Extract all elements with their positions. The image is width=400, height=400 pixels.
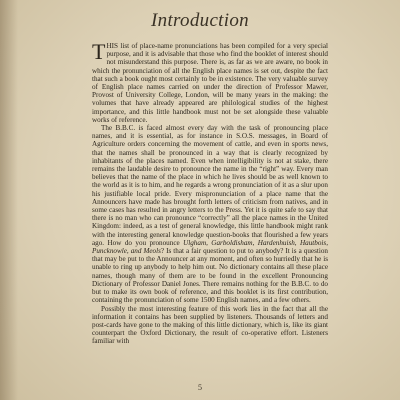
paragraph-1 [92, 39, 328, 124]
place-name-examples: Ulgham, Garboldisham, Hardenhuish, Hautbois, Puncknowle, and Meols [92, 238, 328, 256]
paragraph-2-text-b: ? Is that a fair question to put to anybody? It is a question that may be put to the Announcer at any moment, and often so hurriedly that he is unable to ring up anybody to help him out. No dictionary contains all these place names, though many of them are to be found in the excellent Pronouncing Dictionary of Professor Daniel Jones. There remains nothing for the B.B.C. to do but to make its own book of reference, and this booklet is its first contribution, containing the pronunciation of some 1500 English names, and a few others. [92, 247, 328, 305]
paragraph-2-text-a: The B.B.C. is faced almost every day with the task of pronouncing place names, and it is essential, as for instance in S.O.S. messages, in Board of Agriculture orders concerning the movement of cattle, and even in sports news, that the names shall be pronounced in a way that is clearly recognized by inhabitants of the places named. Even when intelligibility is not at stake, there remains the laudable desire to pronounce the name in the “right” way. Every man believes that the name of the place in which he lives should be as well known to the world as it is to him, and he regards a wrong pronunciation of it as a slur upon his justifiable local pride. Every mispronunciation of a place name that the Announcers have made has brought forth letters of criticism from natives, and in some cases has resulted in angry letters to the Press. Yet it is quite safe to say that there is no man who can pronounce “correctly” all the place names in the United Kingdom: indeed, as a test of general knowledge, this little handbook might rank with the interesting general knowledge question-books that flourished a few years ago. How do you pronounce [92, 124, 328, 247]
paragraph-2 [92, 124, 328, 304]
spine-shadow [0, 0, 18, 400]
paragraph-1-text: HIS list of place-name pronunciations has been compiled for a very special purpose, and it is advisable that those who find the booklet of interest should not misunderstand this purpose. There is, as far as we are aware, no book in which the pronunciation of all the English place names is set out, despite the fact that such a book ought most certainly to be in existence. The very valuable survey of English place names carried on under the direction of Professor Mawer, Provost of University College, London, will be many years in the making: the volumes that have already appeared are philological studies of the highest importance, and this little handbook must not be set alongside these valuable works of reference. [92, 42, 328, 124]
page-title: Introduction [151, 10, 249, 31]
drop-cap: T [92, 39, 106, 64]
paragraph-3: Possibly the most interesting feature of this work lies in the fact that all the information it contains has been supplied by listeners. Thousands of letters and post-cards have gone to the making of this little dictionary, which is, like its giant counterpart the Oxford Dictionary, the result of co-operative effort. Listeners familiar with [92, 304, 328, 346]
body-text [92, 39, 328, 346]
page-number: 5 [198, 383, 202, 392]
